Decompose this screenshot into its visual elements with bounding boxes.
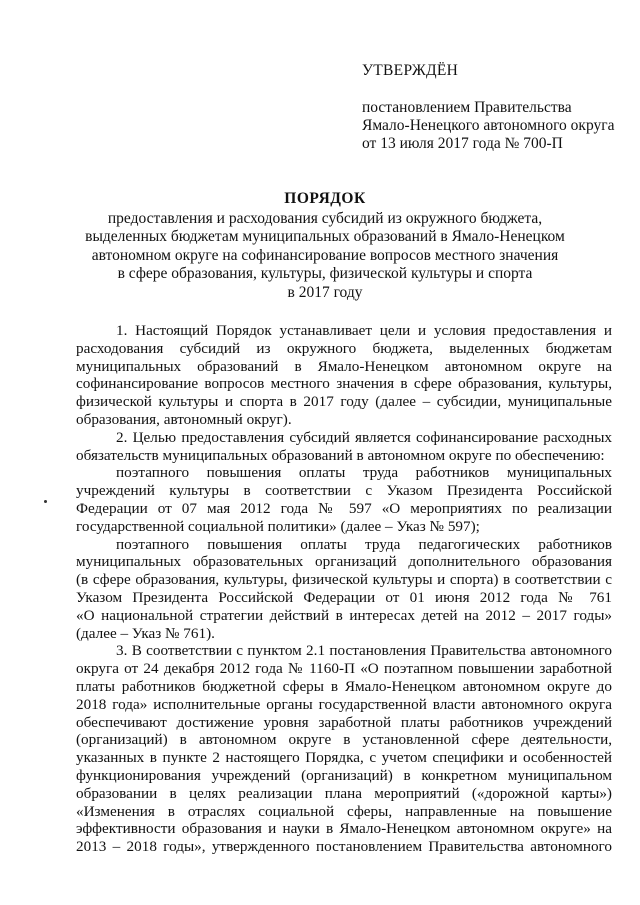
body-line: 2018 года» исполнительные органы государственной власти автономного округа — [76, 695, 612, 713]
title-subline-2: выделенных бюджетам муниципальных образований в Ямало-Ненецком — [85, 228, 565, 246]
body-line: эффективности образования и науки в Ямало-Ненецком автономном округе» на — [76, 820, 612, 838]
body-line: государственной социальной политики» (далее – Указ № 597); — [76, 517, 480, 535]
body-line: (в сфере образования, культуры, физической культуры и спорта) в соответствии с — [76, 571, 612, 589]
body-line: округа от 24 декабря 2012 года № 1160-П «О поэтапном повышении заработной — [76, 660, 612, 678]
body-line: обязательств муниципальных образований в автономном округе по обеспечению: — [76, 446, 605, 464]
title-subline-3: автономном округе на софинансирование вопросов местного значения — [91, 246, 559, 264]
body-line: «Изменения в отраслях социальной сферы, направленные на повышение — [76, 802, 612, 820]
title-subline-1: предоставления и расходования субсидий из окружного бюджета, — [107, 209, 543, 227]
body-line: (организаций) в автономном округе в установленной сфере деятельности, — [76, 731, 612, 749]
document-title-block — [60, 190, 590, 303]
body-line: муниципальных образовательных организаций дополнительного образования — [76, 553, 612, 571]
body-line: указанных в пункте 2 настоящего Порядка, с учетом специфики и особенностей — [76, 749, 612, 767]
body-line: «О национальной стратегии действий в интересах детей на 2012 – 2017 годы» — [76, 606, 612, 624]
document-body — [76, 322, 612, 856]
body-line: Федерации от 07 мая 2012 года № 597 «О мероприятиях по реализации — [76, 499, 612, 517]
body-line: функционирования учреждений (организаций) в конкретном муниципальном — [76, 766, 612, 784]
body-line: платы работников бюджетной сферы в Ямало-Ненецком автономном округе до — [76, 677, 612, 695]
approval-line-1: постановлением Правительства — [362, 99, 572, 116]
body-line: муниципальных образований в Ямало-Ненецком автономном округе на — [76, 357, 612, 375]
body-line: учреждений культуры в соответствии с Указом Президента Российской — [76, 482, 612, 500]
title-subline-4: в сфере образования, культуры, физической культуры и спорта — [117, 265, 533, 283]
scan-speck — [44, 500, 47, 503]
body-line: образовании в целях реализации плана мероприятий («дорожной карты») — [76, 784, 612, 802]
body-line: 2013 – 2018 годы», утвержденного постановлением Правительства автономного — [76, 838, 612, 856]
approval-stamp-block — [362, 62, 622, 153]
title-subline-5: в 2017 году — [287, 283, 363, 301]
body-line: образования, автономный округ). — [76, 410, 292, 428]
approval-line-2: Ямало-Ненецкого автономного округа — [362, 117, 615, 134]
body-line: софинансирование вопросов местного значения в сфере образования, культуры, — [76, 375, 612, 393]
body-line: поэтапного повышения оплаты труда педагогических работников — [116, 535, 612, 553]
body-line: физической культуры и спорта в 2017 году (далее – субсидии, муниципальные — [76, 393, 612, 411]
body-line: обеспечивают достижение уровня заработной платы работников учреждений — [76, 713, 612, 731]
document-heading: ПОРЯДОК — [284, 190, 366, 207]
body-line: 3. В соответствии с пунктом 2.1 постановления Правительства автономного — [116, 642, 612, 660]
approval-line-3: от 13 июля 2017 года № 700-П — [362, 135, 563, 152]
body-line: Указом Президента Российской Федерации от 01 июня 2012 года № 761 — [76, 588, 612, 606]
body-line: расходования субсидий из окружного бюджета, выделенных бюджетам — [76, 339, 612, 357]
approved-label: УТВЕРЖДЁН — [362, 62, 459, 79]
body-line: 1. Настоящий Порядок устанавливает цели и условия предоставления и — [116, 322, 612, 339]
body-line: (далее – Указ № 761). — [76, 624, 215, 642]
body-line: поэтапного повышения оплаты труда работников муниципальных — [116, 464, 612, 482]
body-line: 2. Целью предоставления субсидий является софинансирование расходных — [116, 428, 612, 446]
